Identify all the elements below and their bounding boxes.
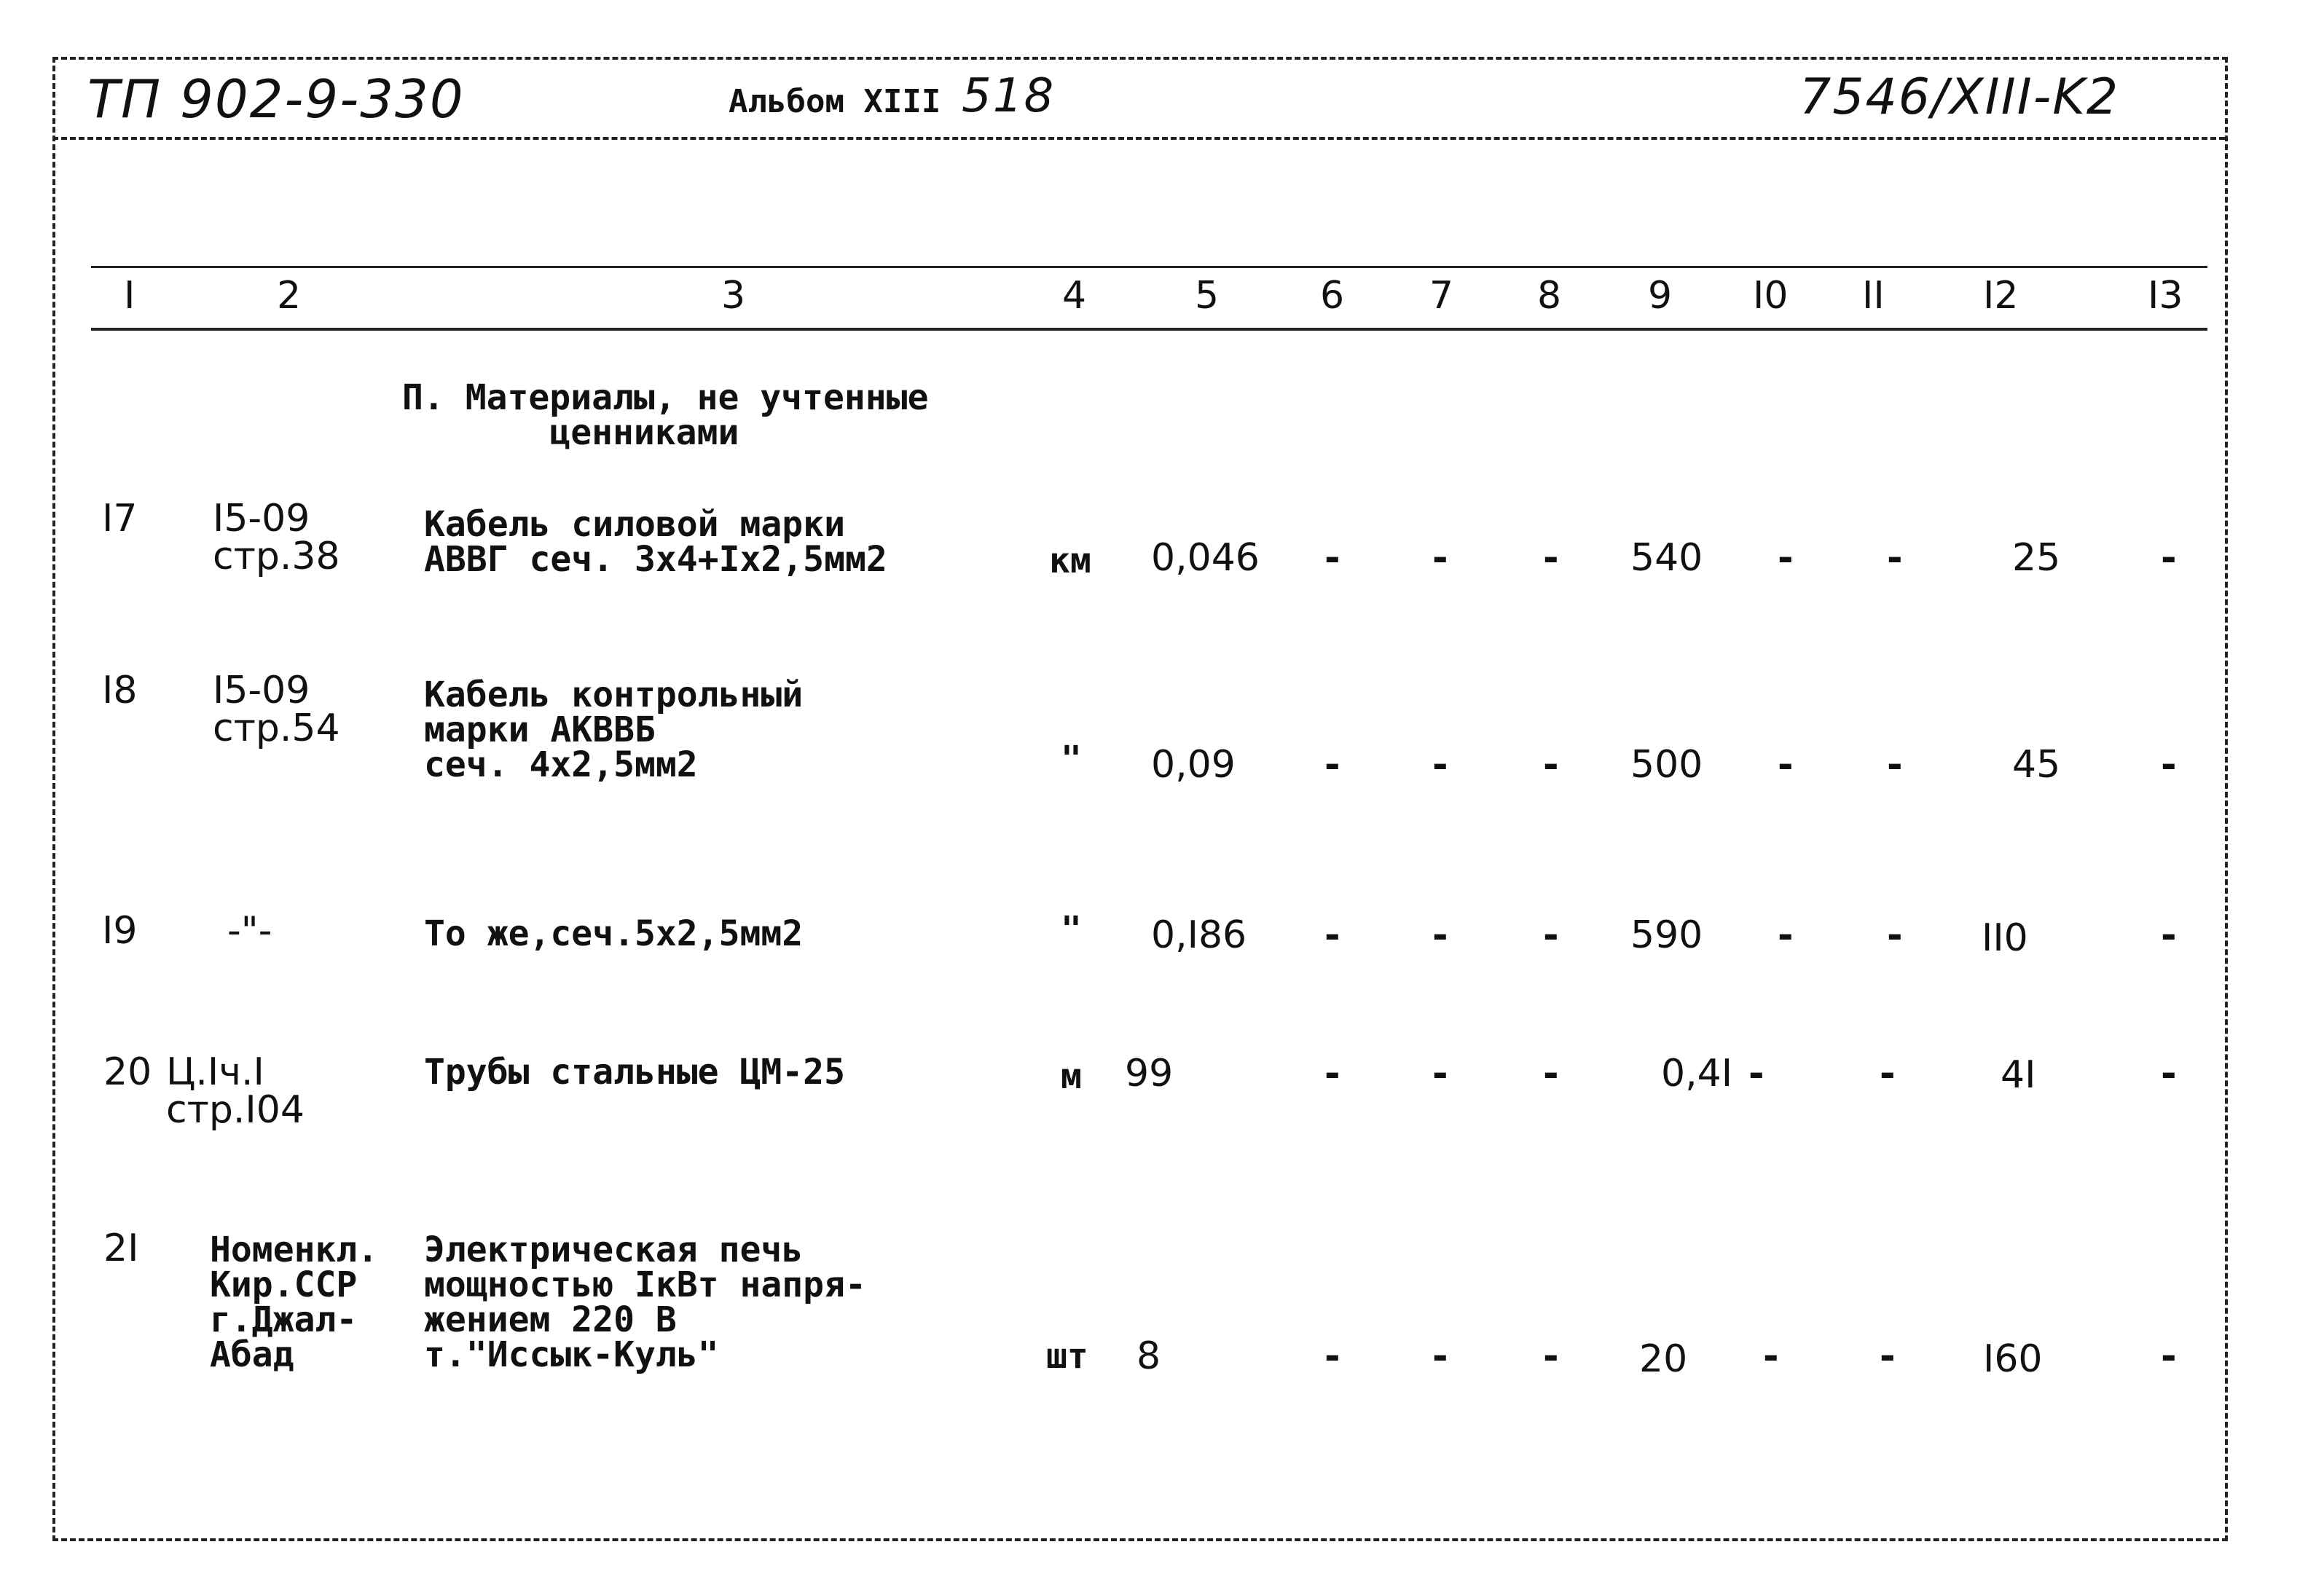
value-col11: -: [1887, 913, 1903, 957]
value-col10: -: [1763, 1334, 1779, 1378]
quantity: 99: [1125, 1052, 1174, 1095]
value-col7: -: [1432, 913, 1448, 957]
value-col13: -: [2161, 743, 2177, 787]
material-name: То же,сеч.5х2,5мм2: [424, 913, 804, 954]
column-number: 2: [277, 274, 302, 318]
value-col6: -: [1324, 1052, 1340, 1095]
column-number: I2: [1983, 274, 2019, 318]
column-header-bottom-rule: [91, 328, 2207, 331]
unit: шт: [1046, 1336, 1088, 1377]
value-col6: -: [1324, 913, 1340, 957]
row-number: I8: [102, 669, 138, 712]
column-number: I: [124, 274, 136, 318]
quantity: 8: [1137, 1334, 1161, 1378]
material-name: Кабель контрольный марки АКВВБ сеч. 4х2,5мм2: [424, 674, 804, 785]
unit: км: [1049, 540, 1091, 581]
material-name: Кабель силовой марки АВВГ сеч. 3х4+Iх2,5мм2: [424, 504, 887, 580]
unit: ": [1061, 739, 1082, 779]
value-col10: -: [1748, 1052, 1764, 1095]
value-col8: -: [1543, 536, 1559, 580]
column-number: II: [1862, 274, 1885, 318]
unit: м: [1061, 1056, 1082, 1097]
value-col6: -: [1324, 743, 1340, 787]
project-code: ТП 902-9-330: [87, 68, 465, 130]
unit: ": [1061, 909, 1082, 950]
value-col11: -: [1887, 536, 1903, 580]
price-reference: Ц.Iч.I стр.I04: [166, 1050, 305, 1132]
value-col9: 500: [1630, 743, 1703, 787]
value-col12: 4I: [2001, 1053, 2036, 1097]
row-number: 2I: [103, 1227, 139, 1270]
quantity: 0,09: [1151, 743, 1236, 787]
value-col8: -: [1543, 1052, 1559, 1095]
value-col11: -: [1880, 1052, 1896, 1095]
value-col12: 45: [2012, 743, 2061, 787]
column-header-top-rule: [91, 266, 2207, 268]
value-col12: I60: [1983, 1337, 2043, 1381]
value-col8: -: [1543, 743, 1559, 787]
price-reference: I5-09 стр.54: [213, 669, 340, 750]
value-col7: -: [1432, 536, 1448, 580]
value-col12: 25: [2012, 536, 2061, 580]
price-reference: -"-: [227, 909, 272, 953]
material-name: Трубы стальные ЦМ-25: [424, 1052, 845, 1093]
value-col7: -: [1432, 1052, 1448, 1095]
column-number: 9: [1648, 274, 1673, 318]
value-col13: -: [2161, 536, 2177, 580]
column-number: I0: [1753, 274, 1789, 318]
value-col13: -: [2161, 1334, 2177, 1378]
value-col13: -: [2161, 913, 2177, 957]
value-col9: 540: [1630, 536, 1703, 580]
section-title: П. Материалы, не учтенные ценниками: [402, 377, 929, 453]
value-col9: 590: [1630, 913, 1703, 957]
value-col6: -: [1324, 536, 1340, 580]
drawing-code: 7546/XIII-K2: [1799, 68, 2120, 126]
value-col11: -: [1887, 743, 1903, 787]
sheet-frame: [52, 57, 2228, 1541]
row-number: I7: [102, 497, 138, 540]
column-number: I3: [2148, 274, 2183, 318]
row-number: I9: [102, 909, 138, 953]
value-col6: -: [1324, 1334, 1340, 1378]
quantity: 0,046: [1151, 536, 1260, 580]
value-col8: -: [1543, 913, 1559, 957]
value-col10: -: [1778, 913, 1794, 957]
row-number: 20: [103, 1050, 152, 1094]
value-col10: -: [1778, 743, 1794, 787]
column-number: 7: [1429, 274, 1454, 318]
album-label: Альбом XIII: [729, 83, 941, 120]
value-col10: -: [1778, 536, 1794, 580]
value-col11: -: [1880, 1334, 1896, 1378]
title-block-divider: [52, 137, 2225, 140]
value-col9: 20: [1639, 1337, 1688, 1381]
column-number: 6: [1320, 274, 1345, 318]
value-col7: -: [1432, 743, 1448, 787]
value-col9: 0,4I: [1661, 1052, 1733, 1095]
value-col8: -: [1543, 1334, 1559, 1378]
column-number: 5: [1195, 274, 1220, 318]
album-page: 518: [962, 69, 1056, 123]
quantity: 0,I86: [1151, 913, 1247, 957]
column-number: 3: [721, 274, 746, 318]
value-col7: -: [1432, 1334, 1448, 1378]
material-name: Электрическая печь мощностью IкВт напря- жением 220 В т."Иссык-Куль": [424, 1229, 866, 1375]
value-col12: II0: [1982, 916, 2028, 960]
column-number: 4: [1062, 274, 1087, 318]
value-col13: -: [2161, 1052, 2177, 1095]
price-reference: I5-09 стр.38: [213, 497, 340, 578]
price-reference: Номенкл. Кир.ССР г.Джал- Абад: [210, 1229, 379, 1375]
column-number: 8: [1537, 274, 1562, 318]
